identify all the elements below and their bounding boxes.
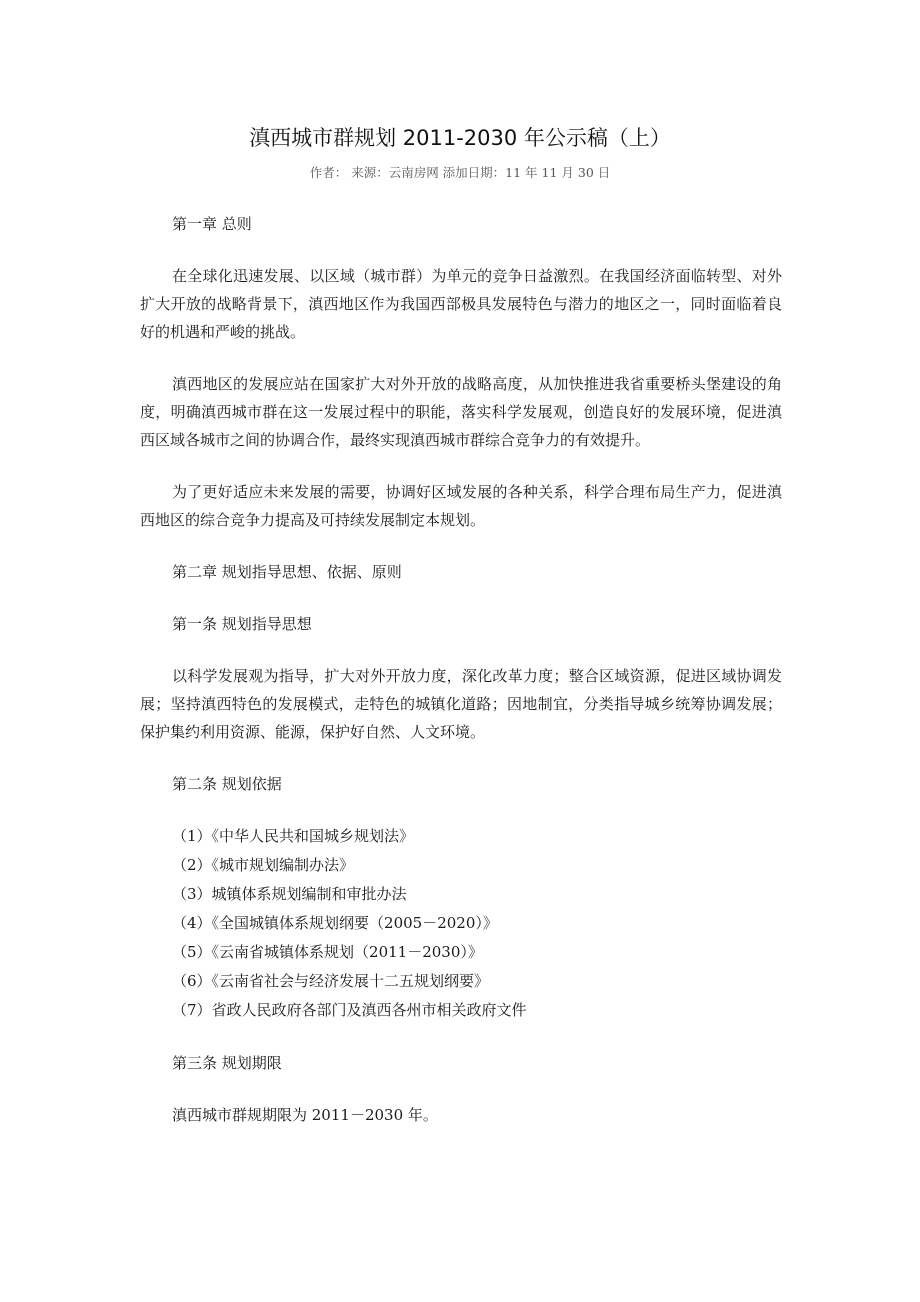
list-item: （1）《中华人民共和国城乡规划法》 [172, 827, 415, 845]
document-title: 滇西城市群规划 2011-2030 年公示稿（上） [249, 126, 671, 150]
document-meta: 作者： 来源：云南房网 添加日期：11 年 11 月 30 日 [309, 165, 611, 180]
article-3-heading: 第三条 规划期限 [172, 1054, 282, 1072]
article-1-heading: 第一条 规划指导思想 [172, 615, 312, 633]
list-item: （6）《云南省社会与经济发展十二五规划纲要》 [172, 972, 490, 990]
article-3-paragraph: 滇西城市群规期限为 2011－2030 年。 [172, 1106, 438, 1124]
chapter-1-heading: 第一章 总则 [172, 215, 252, 233]
list-item: （4）《全国城镇体系规划纲要（2005－2020）》 [172, 914, 498, 932]
chapter-2-heading: 第二章 规划指导思想、依据、原则 [172, 563, 402, 581]
chapter-1-paragraph-1: 在全球化迅速发展、以区域（城市群）为单元的竞争日益激烈。在我国经济面临转型、对外扩大开放的战略背景下，滇西地区作为我国西部极具发展特色与潜力的地区之一，同时面临着良好的机遇和严峻的挑战。 [140, 267, 782, 341]
chapter-1-paragraph-3: 为了更好适应未来发展的需要，协调好区域发展的各种关系，科学合理布局生产力，促进滇西地区的综合竞争力提高及可持续发展制定本规划。 [140, 483, 782, 529]
list-item: （2）《城市规划编制办法》 [172, 856, 355, 874]
document-body [140, 210, 782, 1129]
list-item: （5）《云南省城镇体系规划（2011－2030）》 [172, 943, 483, 961]
list-item: （3）城镇体系规划编制和审批办法 [172, 885, 407, 903]
article-1-paragraph: 以科学发展观为指导，扩大对外开放力度，深化改革力度；整合区域资源，促进区域协调发展；坚持滇西特色的发展模式，走特色的城镇化道路；因地制宜，分类指导城乡统筹协调发展；保护集约利用资源、能源，保护好自然、人文环境。 [140, 667, 782, 741]
chapter-1-paragraph-2: 滇西地区的发展应站在国家扩大对外开放的战略高度，从加快推进我省重要桥头堡建设的角度，明确滇西城市群在这一发展过程中的职能，落实科学发展观，创造良好的发展环境，促进滇西区域各城市之间的协调合作，最终实现滇西城市群综合竞争力的有效提升。 [140, 375, 782, 449]
basis-list [140, 822, 782, 1025]
article-2-heading: 第二条 规划依据 [172, 775, 282, 793]
list-item: （7）省政人民政府各部门及滇西各州市相关政府文件 [172, 1001, 527, 1019]
